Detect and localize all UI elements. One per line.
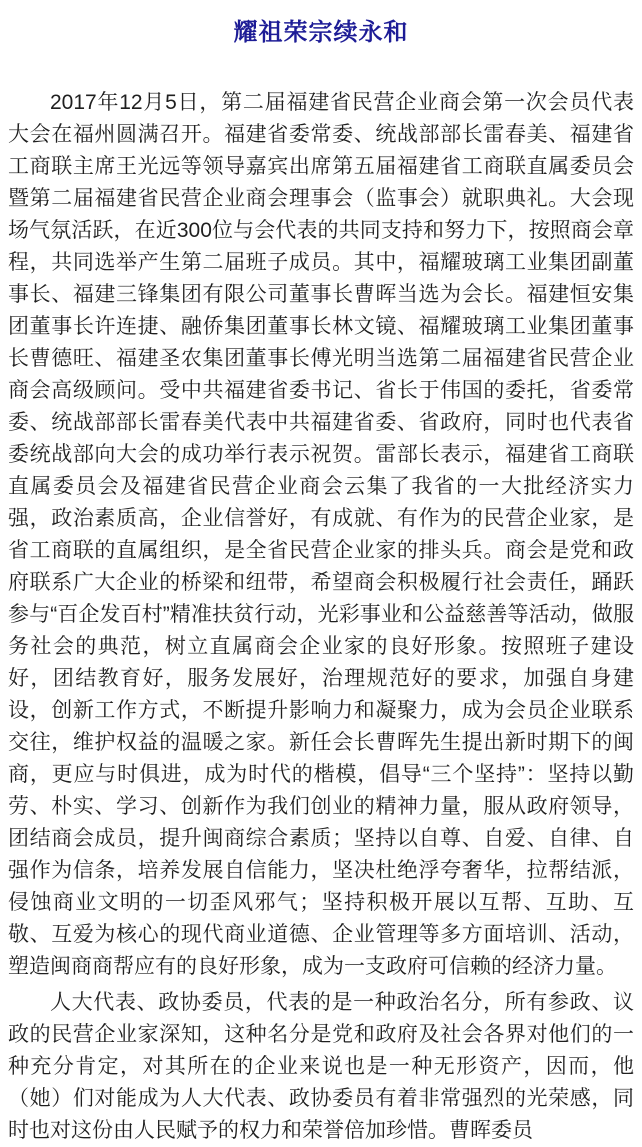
paragraph-2: 人大代表、政协委员，代表的是一种政治名分，所有参政、议政的民营企业家深知，这种名分是党和政府及社会各界对他们的一种充分肯定，对其所在的企业来说也是一种无形资产，因而，他（她）们对能成为人大代表、政协委员有着非常强烈的光荣感，同时也对这份由人民赋予的权力和荣誉倍加珍惜。曹晖委员 bbox=[8, 991, 634, 1142]
article-body bbox=[8, 87, 634, 1147]
paragraph-1: 2017年12月5日，第二届福建省民营企业商会第一次会员代表大会在福州圆满召开。福建省委常委、统战部部长雷春美、福建省工商联主席王光远等领导嘉宾出席第五届福建省工商联直属委员会暨第二届福建省民营企业商会理事会（监事会）就职典礼。大会现场气氛活跃，在近300位与会代表的共同支持和努力下，按照商会章程，共同选举产生第二届班子成员。其中，福耀玻璃工业集团副董事长、福建三锋集团有限公司董事长曹晖当选为会长。福建恒安集团董事长许连捷、融侨集团董事长林文镜、福耀玻璃工业集团董事长曹德旺、福建圣农集团董事长傅光明当选第二届福建省民营企业商会高级顾问。受中共福建省委书记、省长于伟国的委托，省委常委、统战部部长雷春美代表中共福建省委、省政府，同时也代表省委统战部向大会的成功举行表示祝贺。雷部长表示，福建省工商联直属委员会及福建省民营企业商会云集了我省的一大批经济实力强，政治素质高，企业信誉好，有成就、有作为的民营企业家，是省工商联的直属组织，是全省民营企业家的排头兵。商会是党和政府联系广大企业的桥梁和纽带，希望商会积极履行社会责任，踊跃参与“百企发百村”精准扶贫行动，光彩事业和公益慈善等活动，做服务社会的典范，树立直属商会企业家的良好形象。按照班子建设好，团结教育好，服务发展好，治理规范好的要求，加强自身建设，创新工作方式，不断提升影响力和凝聚力，成为会员企业联系交往，维护权益的温暖之家。新任会长曹晖先生提出新时期下的闽商，更应与时俱进，成为时代的楷模，倡导“三个坚持”：坚持以勤劳、朴实、学习、创新作为我们创业的精神力量，服从政府领导，团结商会成员，提升闽商综合素质；坚持以自尊、自爱、自律、自强作为信条，培养发展自信能力，坚决杜绝浮夸奢华，拉帮结派，侵蚀商业文明的一切歪风邪气；坚持积极开展以互帮、互助、互敬、互爱为核心的现代商业道德、企业管理等多方面培训、活动，塑造闽商商帮应有的良好形象，成为一支政府可信赖的经济力量。 bbox=[8, 91, 634, 978]
article-title: 耀祖荣宗续永和 bbox=[233, 19, 409, 46]
